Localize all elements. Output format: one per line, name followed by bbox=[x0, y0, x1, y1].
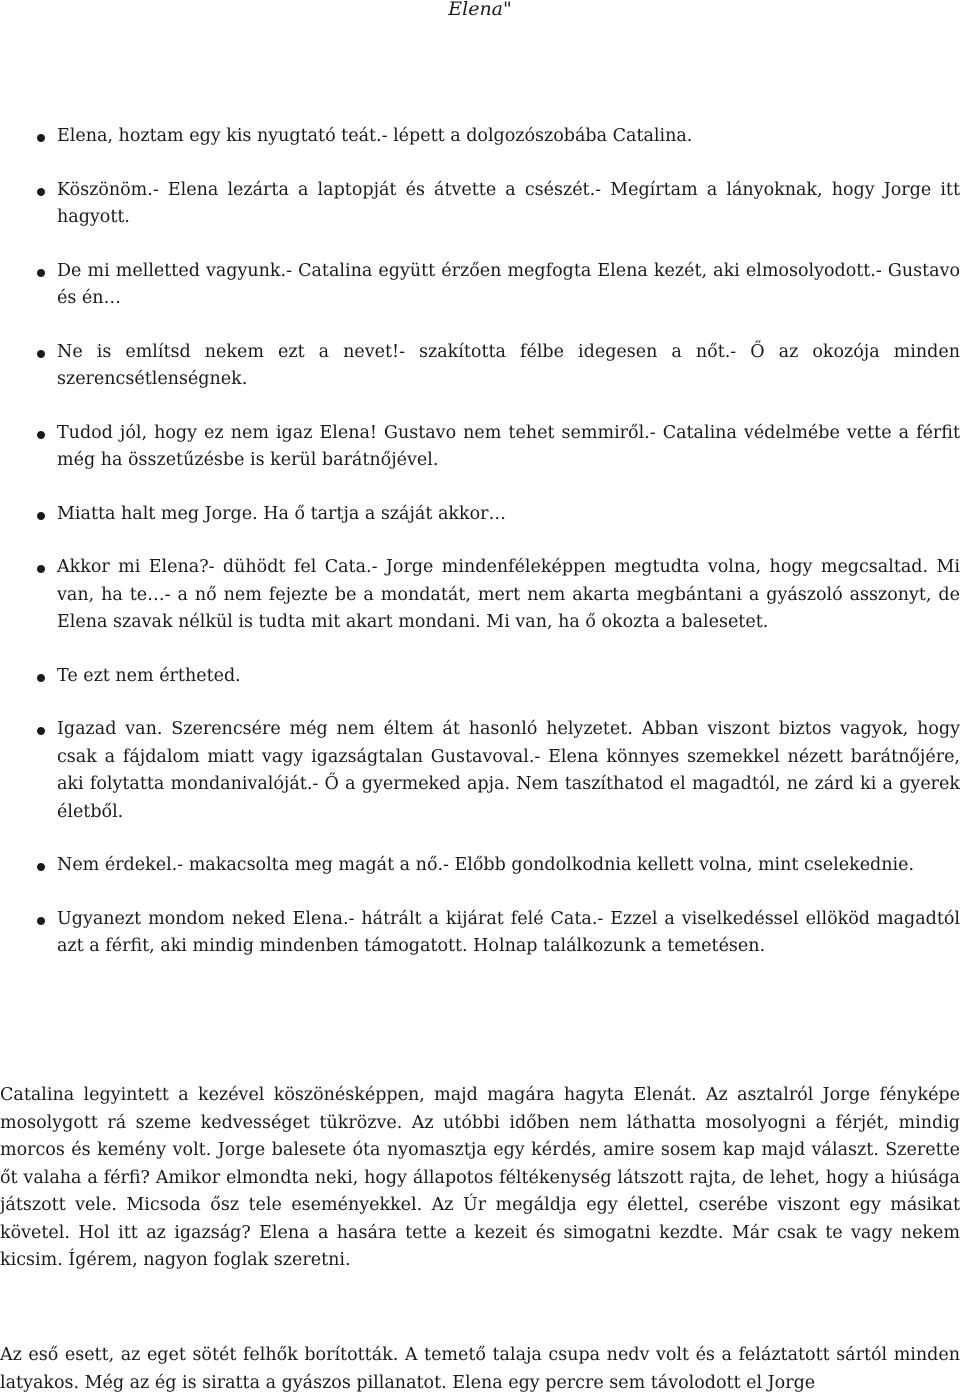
dialogue-line: Te ezt nem értheted. bbox=[0, 663, 960, 691]
page-heading: Elena" bbox=[448, 0, 512, 20]
dialogue-line: De mi melletted vagyunk.- Catalina együtt érzően megfogta Elena kezét, aki elmosolyodott.- Gustavo és én… bbox=[0, 258, 960, 313]
dialogue-line: Igazad van. Szerencsére még nem éltem át hasonló helyzetet. Abban viszont biztos vagyok, hogy csak a fájdalom miatt vagy igazságtalan Gustavoval.- Elena könnyes szemekkel nézett barátnőjére, aki folytatta mondanivalóját.- Ő a gyermeked apja. Nem taszíthatod el magadtól, ne zárd ki a gyerek életből. bbox=[0, 716, 960, 826]
dialogue-line: Ugyanezt mondom neked Elena.- hátrált a kijárat felé Cata.- Ezzel a viselkedéssel ellököd magadtól azt a férfit, aki mindig mindenben támogatott. Holnap találkozunk a temetésen. bbox=[0, 906, 960, 961]
dialogue-list bbox=[0, 123, 960, 987]
dialogue-line: Miatta halt meg Jorge. Ha ő tartja a száját akkor… bbox=[0, 501, 960, 529]
dialogue-line: Köszönöm.- Elena lezárta a laptopját és átvette a csészét.- Megírtam a lányoknak, hogy Jorge itt hagyott. bbox=[0, 177, 960, 232]
dialogue-line: Elena, hoztam egy kis nyugtató teát.- lépett a dolgozószobába Catalina. bbox=[0, 123, 960, 151]
narrative-paragraph: Catalina legyintett a kezével köszönésképpen, majd magára hagyta Elenát. Az asztalról Jorge fényképe mosolygott rá szeme kedvességet tükrözve. Az utóbbi időben nem láthatta mosolyogni a férjét, mindig morcos és kemény volt. Jorge balesete óta nyomasztja egy kérdés, amire sosem kap majd választ. Szerette őt valaha a férfi? Amikor elmondta neki, hogy állapotos féltékenység látszott rajta, de lehet, hogy a hiúsága játszott vele. Micsoda ősz tele eseményekkel. Az Úr megáldja egy élettel, cserébe viszont egy másikat követel. Hol itt az igazság? Elena a hasára tette a kezeit és simogatni kezdte. Már csak te vagy nekem kicsim. Ígérem, nagyon foglak szeretni. bbox=[0, 1085, 960, 1270]
narrative-paragraph: Az eső esett, az eget sötét felhők borították. A temető talaja csupa nedv volt és a feláztatott sártól minden latyakos. Még az ég is siratta a gyászos pillanatot. Elena egy percre sem távolodott el Jorge bbox=[0, 1345, 960, 1393]
dialogue-line: Ne is említsd nekem ezt a nevet!- szakította félbe idegesen a nőt.- Ő az okozója minden szerencsétlenségnek. bbox=[0, 339, 960, 394]
dialogue-line: Tudod jól, hogy ez nem igaz Elena! Gustavo nem tehet semmiről.- Catalina védelmébe vette a férfit még ha összetűzésbe is kerül barátnőjével. bbox=[0, 420, 960, 475]
dialogue-line: Nem érdekel.- makacsolta meg magát a nő.- Előbb gondolkodnia kellett volna, mint cselekednie. bbox=[0, 852, 960, 880]
dialogue-line: Akkor mi Elena?- dühödt fel Cata.- Jorge mindenféleképpen megtudta volna, hogy megcsaltad. Mi van, ha te…- a nő nem fejezte be a mondatát, mert nem akarta megbántani a gyászoló asszonyt, de Elena szavak nélkül is tudta mit akart mondani. Mi van, ha ő okozta a balesetet. bbox=[0, 554, 960, 637]
